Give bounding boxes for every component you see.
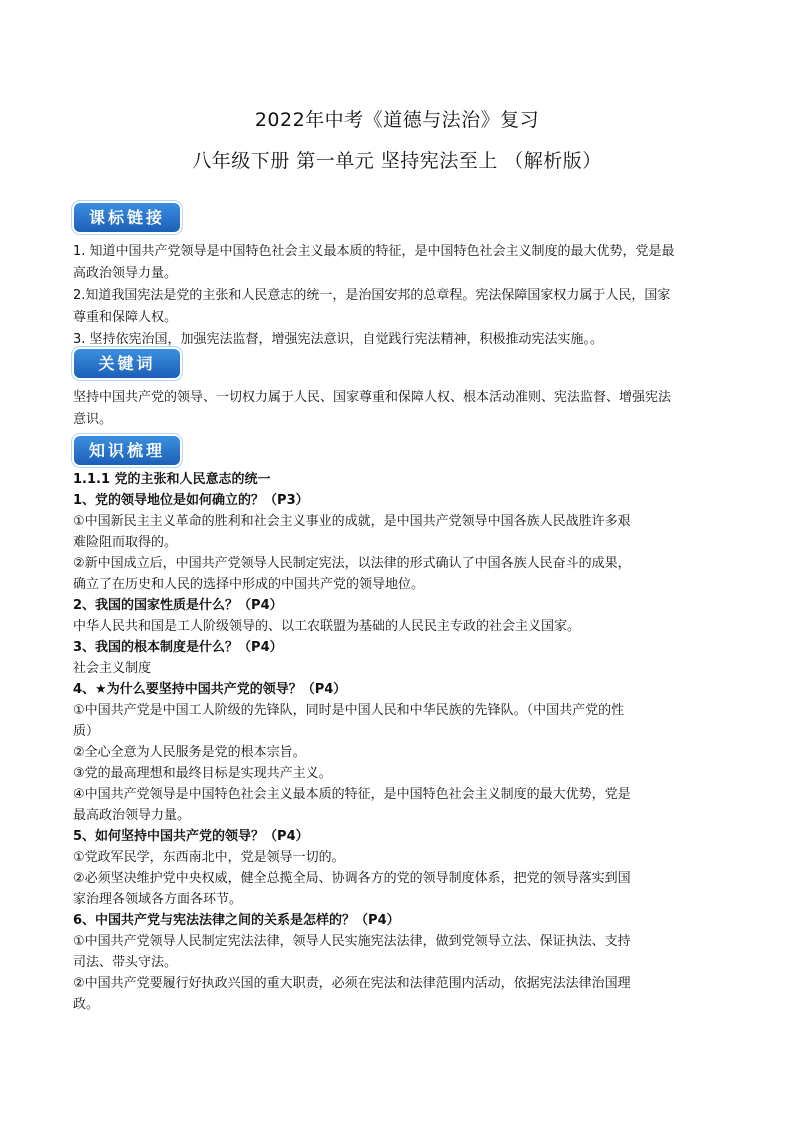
question-heading: 2、我国的国家性质是什么？（P4） xyxy=(73,598,283,613)
question-heading: 1、党的领导地位是如何确立的？（P3） xyxy=(73,493,309,508)
answer-line: 社会主义制度 xyxy=(73,661,152,676)
answer-line: ①中国新民主主义革命的胜利和社会主义事业的成就，是中国共产党领导中国各族人民战胜许多艰 xyxy=(73,514,631,529)
question-heading: 5、如何坚持中国共产党的领导？（P4） xyxy=(73,829,309,844)
answer-line: ④中国共产党领导是中国特色社会主义最本质的特征，是中国特色社会主义制度的最大优势，党是 xyxy=(73,787,631,802)
knowledge-banner: 知识梳理 xyxy=(74,436,180,465)
answer-line: 质） xyxy=(73,724,100,739)
keywords-banner: 关键词 xyxy=(74,349,180,378)
answer-line: ①党政军民学，东西南北中，党是领导一切的。 xyxy=(73,850,345,865)
question-heading: 4、★为什么要坚持中国共产党的领导？（P4） xyxy=(73,682,347,697)
text-line: 坚持中国共产党的领导、一切权力属于人民、国家尊重和保障人权、根本活动准则、宪法监督、增强宪法 xyxy=(73,390,672,405)
answer-line: 家治理各领域各方面各环节。 xyxy=(73,892,243,907)
answer-line: 最高政治领导力量。 xyxy=(73,808,191,823)
answer-line: ①中国共产党领导人民制定宪法法律，领导人民实施宪法法律，做到党领导立法、保证执法、支持 xyxy=(73,934,631,949)
answer-line: ②新中国成立后，中国共产党领导人民制定宪法，以法律的形式确认了中国各族人民奋斗的成果， xyxy=(73,556,631,571)
keywords-text xyxy=(73,387,723,431)
knowledge-text xyxy=(73,469,723,1015)
answer-line: ①中国共产党是中国工人阶级的先锋队，同时是中国人民和中华民族的先锋队。（中国共产党的性 xyxy=(73,703,625,718)
text-line: 3. 坚持依宪治国，加强宪法监督，增强宪法意识，自觉践行宪法精神，积极推动宪法实施。。 xyxy=(73,332,604,347)
question-heading: 3、我国的根本制度是什么？（P4） xyxy=(73,640,283,655)
section-subheading: 1.1.1 党的主张和人民意志的统一 xyxy=(73,472,271,487)
curriculum-banner: 课标链接 xyxy=(74,203,180,232)
text-line: 尊重和保障人权。 xyxy=(73,310,178,325)
document-title: 2022年中考《道德与法治》复习 xyxy=(254,109,540,131)
document-subtitle: 八年级下册 第一单元 坚持宪法至上 （解析版） xyxy=(192,150,602,172)
curriculum-text xyxy=(73,241,723,351)
question-heading: 6、中国共产党与宪法法律之间的关系是怎样的？（P4） xyxy=(73,913,400,928)
text-line: 高政治领导力量。 xyxy=(73,266,178,281)
text-line: 1. 知道中国共产党领导是中国特色社会主义最本质的特征，是中国特色社会主义制度的最大优势，党是最 xyxy=(73,244,675,259)
answer-line: ③党的最高理想和最终目标是实现共产主义。 xyxy=(73,766,332,781)
answer-line: ②必须坚决维护党中央权威，健全总揽全局、协调各方的党的领导制度体系，把党的领导落实到国 xyxy=(73,871,631,886)
text-line: 2.知道我国宪法是党的主张和人民意志的统一，是治国安邦的总章程。宪法保障国家权力属于人民，国家 xyxy=(73,288,671,303)
answer-line: ②全心全意为人民服务是党的根本宗旨。 xyxy=(73,745,306,760)
answer-line: 确立了在历史和人民的选择中形成的中国共产党的领导地位。 xyxy=(73,577,425,592)
answer-line: 难险阻而取得的。 xyxy=(73,535,178,550)
answer-line: 政。 xyxy=(73,997,100,1012)
answer-line: 中华人民共和国是工人阶级领导的、以工农联盟为基础的人民民主专政的社会主义国家。 xyxy=(73,619,581,634)
text-line: 意识。 xyxy=(73,412,113,427)
answer-line: ②中国共产党要履行好执政兴国的重大职责，必须在宪法和法律范围内活动，依据宪法法律治国理 xyxy=(73,976,631,991)
answer-line: 司法、带头守法。 xyxy=(73,955,178,970)
